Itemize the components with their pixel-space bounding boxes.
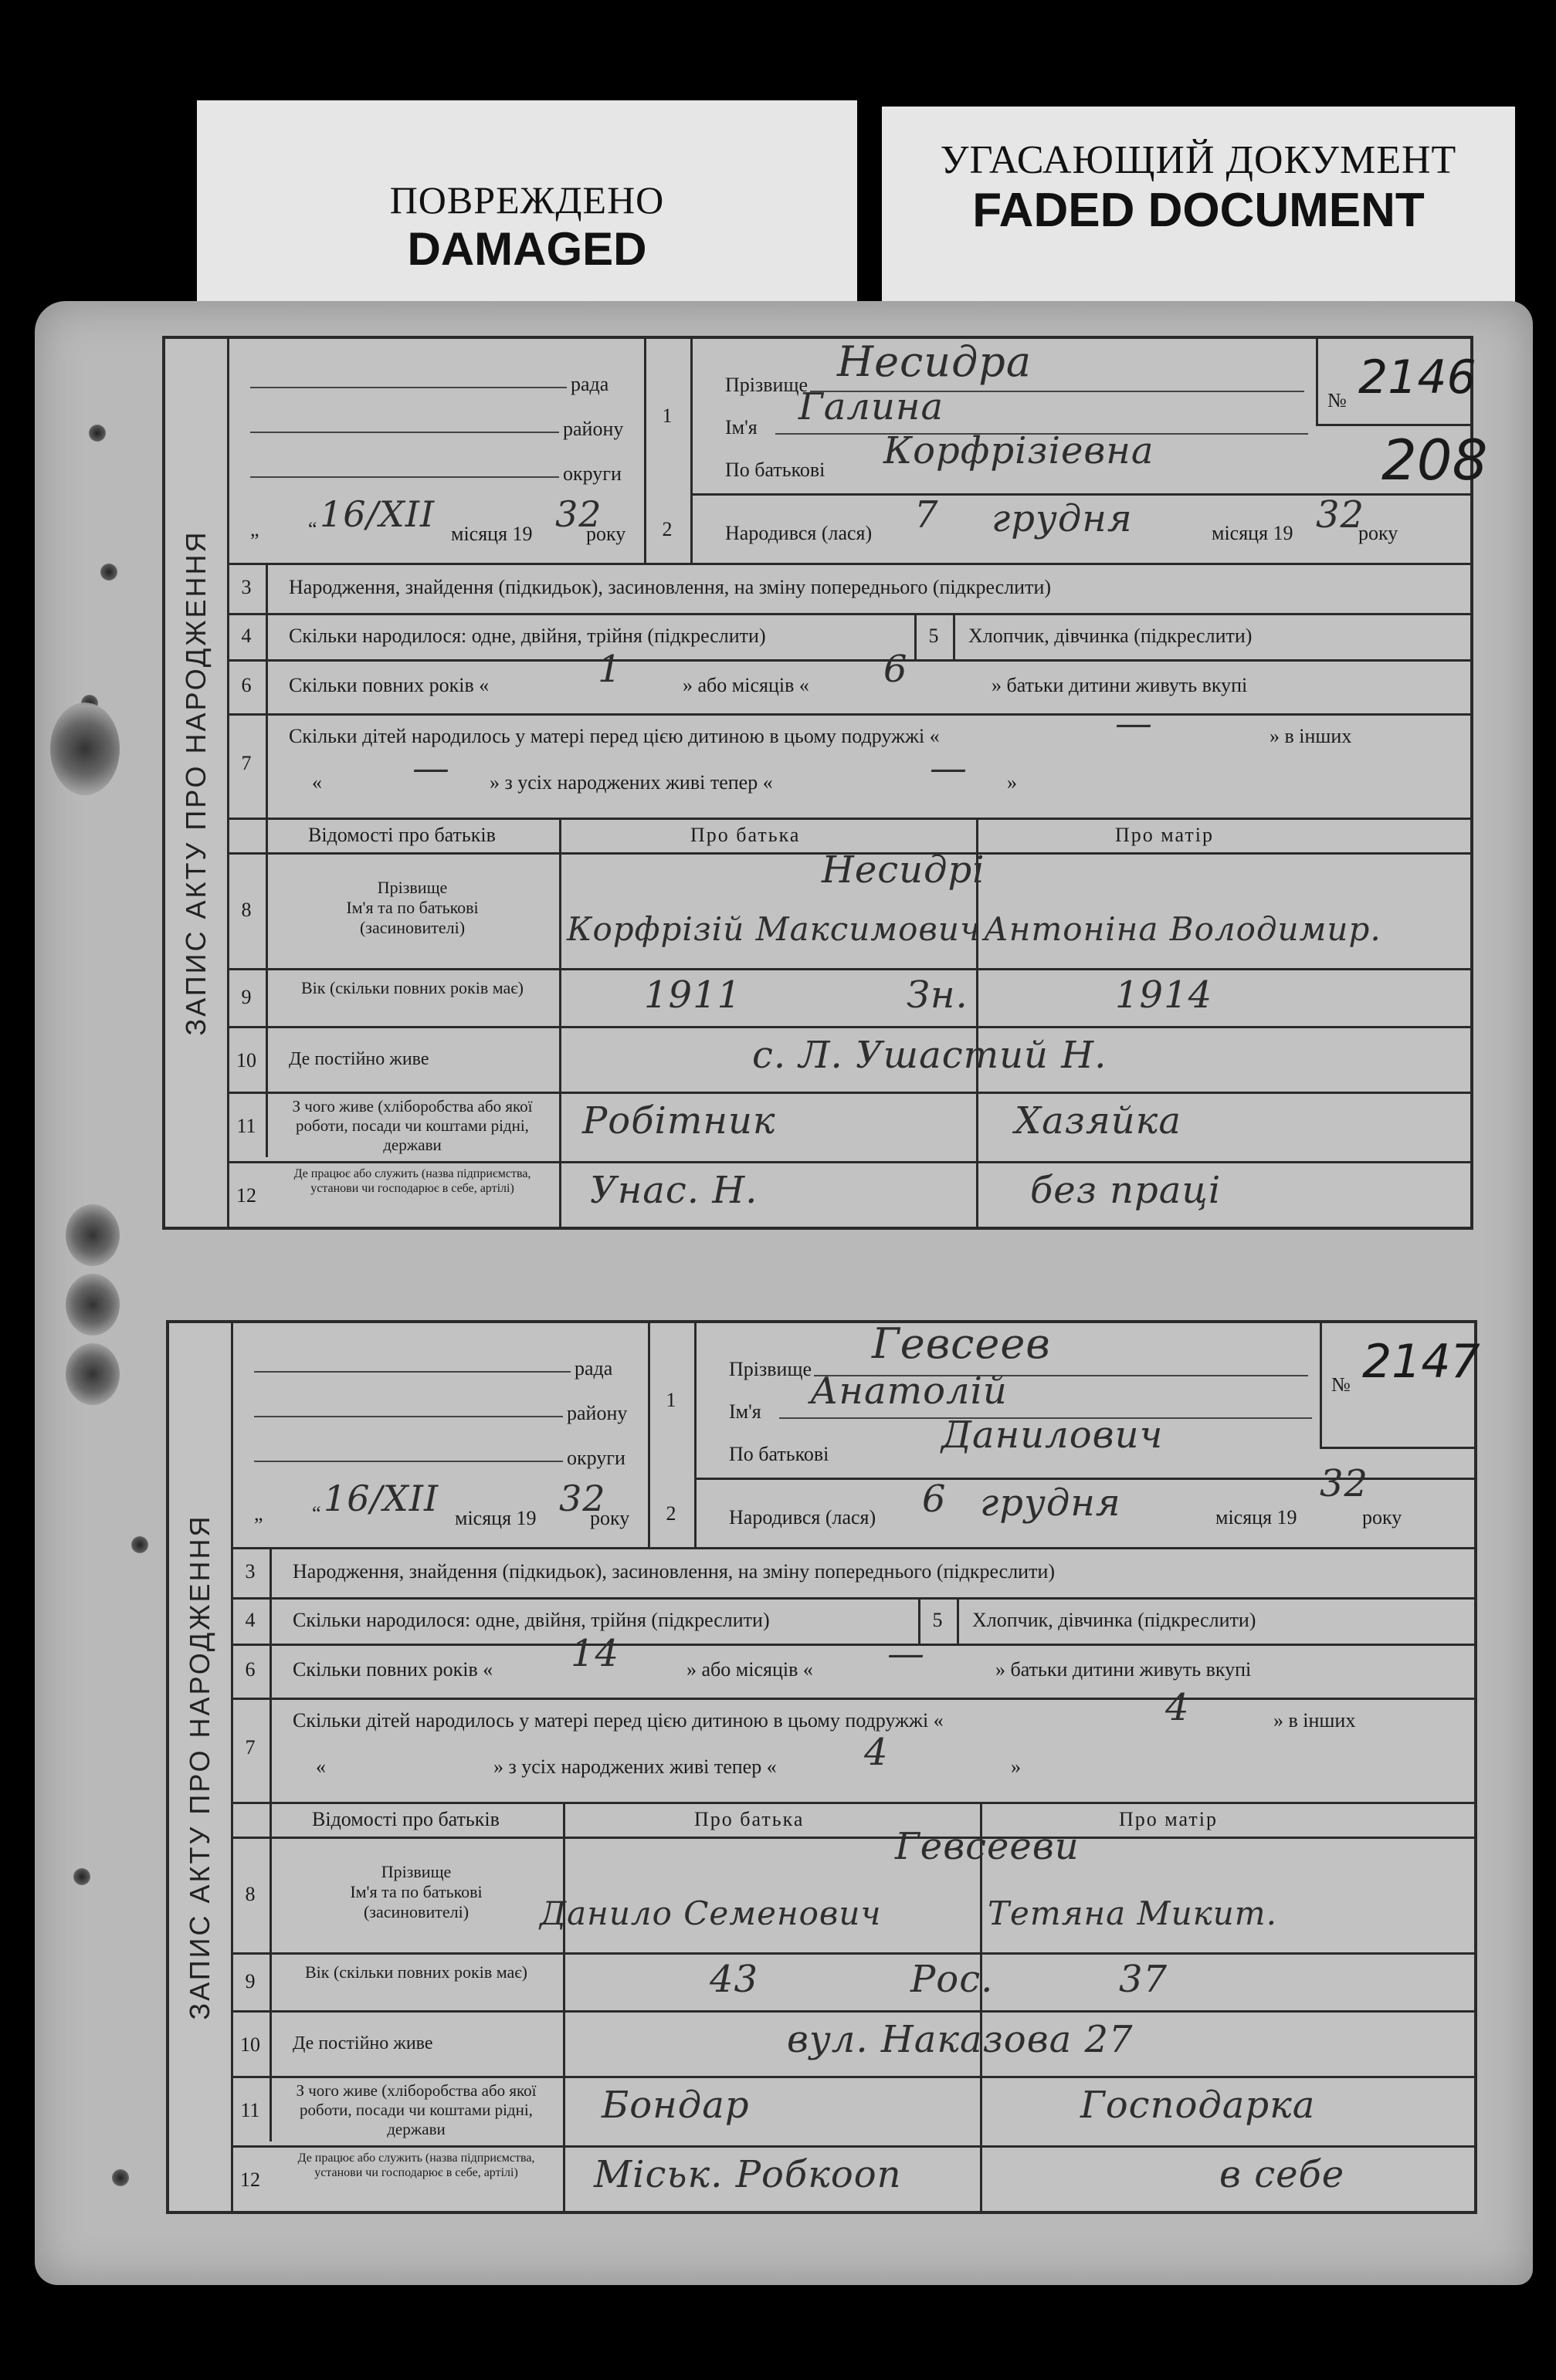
- row8-label: Прізвище Ім'я та по батькові (засиновителі): [350, 1862, 483, 1921]
- roku-label: року: [586, 523, 626, 545]
- row3-text: Народження, знайдення (підкидьок), засиновлення, на зміну попереднього (підкреслити): [289, 576, 1052, 598]
- row4-text: Скільки народилося: одне, двійня, трійня (підкреслити): [289, 625, 766, 647]
- row-number: 9: [241, 986, 252, 1008]
- row-number: 11: [236, 1115, 256, 1137]
- okrugy-label: округи: [563, 462, 622, 485]
- row7-part-e: »: [1011, 1755, 1021, 1778]
- father-header: Про батька: [690, 824, 801, 846]
- born-month-19-label: місяця 19: [1215, 1506, 1297, 1529]
- row6-part-c: » батьки дитини живуть вкупі: [992, 674, 1248, 696]
- row8-label: Прізвище Ім'я та по батькові (засиновителі): [346, 878, 479, 937]
- row-number: 2: [666, 1502, 676, 1525]
- row6-part-c: » батьки дитини живуть вкупі: [995, 1658, 1252, 1681]
- child-patronymic: Корфрізіевна: [883, 429, 1154, 472]
- row6-part-b: » або місяців «: [686, 1658, 813, 1681]
- punch-hole: [66, 1343, 120, 1405]
- row-number: 9: [245, 1970, 256, 1992]
- parents-surname: Несидрі: [822, 848, 985, 892]
- age-note: Рос.: [910, 1958, 994, 2001]
- row3-text: Народження, знайдення (підкидьок), засиновлення, на зміну попереднього (підкреслити): [293, 1560, 1056, 1583]
- row12-label: Де працює або служить (назва підприємства, установи чи господарює в себе, артілі): [297, 2151, 535, 2179]
- born-roku-label: року: [1358, 522, 1398, 544]
- birth-record-form-1: [162, 336, 1488, 1230]
- record-number-label: №: [1327, 389, 1347, 411]
- years-together: 1: [598, 648, 622, 691]
- row-number: 8: [245, 1883, 256, 1905]
- row-number: 12: [240, 2168, 260, 2191]
- years-together: 14: [571, 1632, 620, 1675]
- residence: вул. Наказова 27: [787, 2018, 1134, 2061]
- birth-record-form-2: [166, 1319, 1480, 2214]
- mother-age: 37: [1119, 1958, 1168, 2001]
- row7-part-d: » з усіх народжених живі тепер «: [490, 771, 773, 794]
- month-19-label: місяця 19: [451, 523, 533, 545]
- patronymic-label: По батькові: [729, 1443, 829, 1465]
- date-quote-open: „: [250, 518, 259, 540]
- faded-label-card: [882, 107, 1515, 303]
- born-month: грудня: [992, 497, 1133, 540]
- mother-header: Про матір: [1115, 824, 1215, 846]
- row-number: 3: [245, 1560, 256, 1583]
- child-surname: Несидра: [837, 337, 1032, 386]
- roku-label: року: [590, 1507, 630, 1529]
- born-year: 32: [1316, 493, 1365, 537]
- date-quote-close: “: [312, 1502, 321, 1525]
- rayonu-label: району: [567, 1402, 628, 1424]
- row-number: 11: [240, 2099, 260, 2121]
- father-occupation: Бондар: [602, 2084, 750, 2127]
- row5-text: Хлопчик, дівчинка (підкреслити): [968, 625, 1253, 647]
- children-other: —: [412, 747, 450, 790]
- row7-part-c: «: [312, 771, 322, 794]
- father-name: Данило Семенович: [540, 1894, 882, 1932]
- punch-hole: [73, 1868, 90, 1885]
- row7-part-b: » в інших: [1273, 1709, 1356, 1732]
- rayonu-label: району: [563, 418, 624, 440]
- born-day: 6: [922, 1478, 947, 1521]
- row7-part-d: » з усіх народжених живі тепер «: [493, 1755, 777, 1778]
- father-header: Про батька: [694, 1808, 805, 1830]
- record-number: 2147: [1362, 1335, 1480, 1389]
- registration-year: 32: [555, 493, 602, 535]
- children-living: 4: [864, 1731, 889, 1774]
- child-patronymic: Данилович: [941, 1413, 1164, 1457]
- row-number: 4: [245, 1609, 256, 1631]
- record-number-label: №: [1331, 1373, 1351, 1396]
- row4-text: Скільки народилося: одне, двійня, трійня (підкреслити): [293, 1609, 770, 1631]
- mother-header: Про матір: [1119, 1808, 1219, 1830]
- row10-label: Де постійно живе: [293, 2033, 433, 2053]
- born-roku-label: року: [1362, 1506, 1402, 1529]
- father-occupation: Робітник: [582, 1099, 776, 1143]
- father-workplace: Міськ. Робкооп: [594, 2153, 902, 2196]
- children-before: 4: [1165, 1686, 1190, 1729]
- mother-workplace: в себе: [1219, 2153, 1345, 2196]
- first-name-label: Ім'я: [725, 416, 758, 438]
- mother-name: Антоніна Володимир.: [984, 910, 1381, 948]
- punch-hole: [66, 1274, 120, 1336]
- row-number: 7: [241, 752, 252, 774]
- rada-label: рада: [571, 373, 609, 395]
- row-number: 10: [236, 1049, 256, 1072]
- row-number: 5: [928, 625, 939, 647]
- punch-hole: [50, 702, 120, 795]
- patronymic-label: По батькові: [725, 459, 825, 481]
- faded-label-ru: УГАСАЮЩИЙ ДОКУМЕНТ: [940, 138, 1457, 182]
- row11-label: З чого живе (хліборобства або якої роботи, посади чи коштами рідні, держави: [292, 1097, 533, 1154]
- row7-part-c: «: [316, 1755, 326, 1778]
- month-19-label: місяця 19: [455, 1507, 537, 1529]
- row12-label: Де працює або служить (назва підприємства, установи чи господарює в себе, артілі): [293, 1167, 531, 1195]
- punch-hole: [89, 425, 106, 442]
- born-year: 32: [1320, 1462, 1369, 1505]
- form-side-title-strip: [165, 339, 229, 1227]
- row-number: 10: [240, 2033, 260, 2056]
- born-month: грудня: [980, 1481, 1121, 1525]
- parents-info-header: Відомості про батьків: [312, 1808, 500, 1830]
- row-number: 6: [245, 1658, 256, 1681]
- punch-hole: [66, 1204, 120, 1266]
- form-side-title: ЗАПИС АКТУ ПРО НАРОДЖЕННЯ: [180, 530, 212, 1036]
- registration-year: 32: [559, 1478, 606, 1519]
- row-number: 3: [241, 576, 252, 598]
- months-together: —: [887, 1632, 925, 1675]
- record-number-secondary: 208: [1381, 428, 1488, 493]
- child-first-name: Галина: [798, 385, 944, 428]
- father-age: 43: [710, 1958, 759, 2001]
- rada-label: рада: [575, 1357, 613, 1380]
- residence: с. Л. Ушастий Н.: [752, 1034, 1107, 1077]
- form-side-title: ЗАПИС АКТУ ПРО НАРОДЖЕННЯ: [184, 1514, 215, 2020]
- row6-part-a: Скільки повних років «: [289, 674, 490, 696]
- mother-workplace: без праці: [1030, 1169, 1222, 1212]
- child-first-name: Анатолій: [810, 1369, 1008, 1413]
- row-number: 5: [932, 1609, 943, 1631]
- born-label: Народився (лася): [725, 522, 873, 544]
- row-number: 1: [666, 1389, 676, 1411]
- damaged-label-card: [197, 100, 857, 305]
- date-quote-open: „: [254, 1502, 263, 1525]
- punch-hole: [100, 564, 117, 581]
- row-number: 12: [236, 1184, 256, 1207]
- row6-part-b: » або місяців «: [683, 674, 809, 696]
- born-label: Народився (лася): [729, 1506, 876, 1529]
- registration-date: 16/XII: [324, 1478, 439, 1519]
- damaged-label-ru: ПОВРЕЖДЕНО: [389, 178, 665, 222]
- record-number: 2146: [1358, 350, 1476, 405]
- surname-label: Прізвище: [725, 374, 809, 396]
- father-name: Корфрізій Максимович: [567, 910, 981, 948]
- row9-label: Вік (скільки повних років має): [300, 978, 524, 997]
- child-surname: Гевсеев: [872, 1319, 1051, 1368]
- row-number: 6: [241, 674, 252, 696]
- surname-label: Прізвище: [729, 1358, 812, 1380]
- date-quote-close: “: [308, 518, 317, 540]
- row-number: 1: [662, 405, 673, 427]
- children-living: —: [930, 747, 968, 790]
- row6-part-a: Скільки повних років «: [293, 1658, 493, 1681]
- row11-label: З чого живе (хліборобства або якої роботи, посади чи коштами рідні, держави: [296, 2081, 537, 2138]
- parents-surname: Гевсееви: [895, 1825, 1080, 1868]
- mother-occupation: Господарка: [1080, 2084, 1316, 2127]
- form-side-title-strip: [169, 1323, 233, 2211]
- father-age: 1911: [644, 973, 742, 1017]
- row7-part-a: Скільки дітей народилось у матері перед цією дитиною в цьому подружжі «: [289, 725, 940, 747]
- row-number: 7: [245, 1736, 256, 1759]
- row-number: 2: [662, 518, 673, 540]
- months-together: 6: [883, 648, 908, 691]
- mother-name: Тетяна Микит.: [988, 1894, 1277, 1932]
- born-day: 7: [914, 493, 939, 537]
- children-before: —: [1115, 702, 1153, 745]
- parents-info-header: Відомості про батьків: [308, 824, 496, 846]
- first-name-label: Ім'я: [729, 1400, 761, 1423]
- row7-part-a: Скільки дітей народилось у матері перед цією дитиною в цьому подружжі «: [293, 1709, 944, 1732]
- born-month-19-label: місяця 19: [1212, 522, 1293, 544]
- row7-part-b: » в інших: [1270, 725, 1352, 747]
- age-note: Зн.: [907, 973, 968, 1017]
- father-workplace: Унас. Н.: [590, 1169, 758, 1212]
- registration-date: 16/XII: [320, 493, 436, 535]
- row5-text: Хлопчик, дівчинка (підкреслити): [972, 1609, 1256, 1631]
- damaged-label-en: DAMAGED: [407, 223, 647, 275]
- punch-hole: [131, 1536, 148, 1553]
- row10-label: Де постійно живе: [289, 1049, 429, 1069]
- row-number: 8: [241, 899, 252, 921]
- faded-label-en: FADED DOCUMENT: [972, 184, 1425, 237]
- row-number: 4: [241, 625, 252, 647]
- punch-hole: [112, 2169, 129, 2186]
- okrugy-label: округи: [567, 1447, 625, 1469]
- mother-age: 1914: [1115, 973, 1213, 1017]
- mother-occupation: Хазяйка: [1015, 1099, 1181, 1143]
- row9-label: Вік (скільки повних років має): [304, 1962, 528, 1982]
- row7-part-e: »: [1007, 771, 1017, 794]
